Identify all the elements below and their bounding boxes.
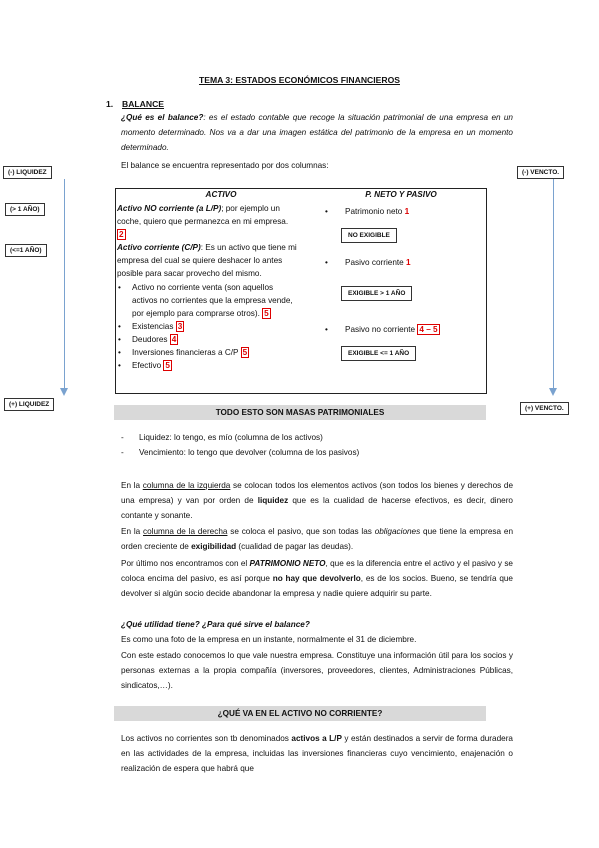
section-heading-balance bbox=[106, 99, 164, 109]
item-number: 4 bbox=[171, 335, 177, 344]
pc-label: Pasivo corriente bbox=[345, 258, 404, 267]
text: se colocan todos los elementos activos (son todos los bienes y derechos de una empresa) y van por orden de bbox=[121, 481, 514, 505]
pn-label: Patrimonio neto bbox=[345, 207, 403, 216]
underlined-text: columna de la derecha bbox=[143, 527, 228, 536]
italic-text: obligaciones bbox=[374, 527, 421, 536]
activo-no-corriente-text bbox=[117, 202, 295, 241]
bold-text: no hay que devolverlo bbox=[272, 574, 361, 583]
text: En la bbox=[121, 527, 143, 536]
list-item: • Efectivo 5 bbox=[118, 361, 170, 370]
text: Los activos no corrientes son tb denominados bbox=[121, 734, 292, 743]
list-item: • Activo no corriente venta (son aquellos activos no corrientes que la empresa vende, por ejemplo para comprarse otros). 5 bbox=[118, 283, 293, 318]
activo-corriente-text bbox=[117, 241, 299, 280]
text: que tiene la empresa en orden creciente de bbox=[121, 527, 513, 551]
list-item: • Inversiones financieras a C/P 5 bbox=[118, 348, 248, 357]
pc-number: 1 bbox=[406, 258, 411, 267]
label-less-liquidity: (-) LIQUIDEZ bbox=[3, 166, 52, 179]
item-number: 5 bbox=[165, 361, 170, 370]
paragraph-utility: Con este estado conocemos lo que vale nuestra empresa. Constituye una información útil para los socios y personas externas a la propia compañía (inversores, proveedores, clientes, Administraciones Públicas, sindicatos,…). bbox=[121, 651, 513, 690]
exigible-gt1-box: EXIGIBLE > 1 AÑO bbox=[341, 286, 412, 301]
definitions-list bbox=[121, 430, 511, 460]
text: , es de los socios. Bueno, se tendría que devolver si algún socio decide abandonar la empresa y nadie quiere adquirir su parte. bbox=[121, 574, 513, 598]
text: y están destinados a servir de forma duradera en las actividades de la empresa, incluidas las inversiones financieras cuyo vencimiento, enajenación o realización de espera que habrá que bbox=[121, 734, 513, 773]
underlined-text: columna de la izquierda bbox=[142, 481, 231, 490]
label-more-liquidity: (+) LIQUIDEZ bbox=[4, 398, 54, 411]
question-text: ¿Qué utilidad tiene? ¿Para qué sirve el balance? bbox=[121, 620, 310, 629]
item-text: Inversiones financieras a C/P bbox=[132, 348, 239, 357]
bold-text: exigibilidad bbox=[191, 542, 237, 551]
item-text: Existencias bbox=[132, 322, 174, 331]
list-item: - Vencimiento: lo tengo que devolver (columna de los pasivos) bbox=[121, 445, 511, 460]
text: Por último nos encontramos con el bbox=[121, 559, 250, 568]
paragraph-right-column bbox=[121, 524, 513, 554]
intro-definition: : es el estado contable que recoge la situación patrimonial de una empresa en un momento determinado. Nos va a dar una imagen estática del patrimonio de la empresa en un momento determinado. bbox=[121, 113, 513, 152]
maturity-arrow-line bbox=[553, 179, 554, 389]
list-item: • Existencias 3 bbox=[118, 322, 183, 331]
bold-italic-text: PATRIMONIO NETO bbox=[249, 559, 326, 568]
anc-number: 2 bbox=[119, 230, 124, 239]
pasivo-no-corriente-item: • Pasivo no corriente 4 – 5 bbox=[325, 325, 438, 334]
label-up-to-one-year: (<=1 AÑO) bbox=[5, 244, 47, 257]
label-more-maturity: (+) VENCTO. bbox=[520, 402, 569, 415]
liquidity-arrow-line bbox=[64, 179, 65, 389]
definition-liquidez: Liquidez: lo tengo, es mío (columna de los activos) bbox=[139, 433, 323, 442]
pnc-label: Pasivo no corriente bbox=[345, 325, 416, 334]
paragraph-activos-no-corrientes bbox=[121, 731, 513, 776]
list-item: • Deudores 4 bbox=[118, 335, 177, 344]
bold-text: liquidez bbox=[257, 496, 289, 505]
text: , que es la diferencia entre el activo y el pasivo y se coloca encima del pasivo, es así porque bbox=[121, 559, 513, 583]
pasivo-header: P. NETO Y PASIVO bbox=[365, 190, 437, 199]
bold-text: activos a L/P bbox=[291, 734, 342, 743]
no-exigible-box: NO EXIGIBLE bbox=[341, 228, 397, 243]
intro-paragraph bbox=[121, 110, 513, 155]
banner-activo-no-corriente: ¿QUÉ VA EN EL ACTIVO NO CORRIENTE? bbox=[114, 706, 486, 721]
item-number: 5 bbox=[242, 348, 248, 357]
ac-description: : Es un activo que tiene mi empresa del cual se quiere deshacer lo antes posible para sacar provecho del mismo. bbox=[117, 243, 297, 278]
text: (cualidad de pagar las deudas). bbox=[236, 542, 354, 551]
pnc-number: 4 – 5 bbox=[419, 325, 438, 334]
document-title: TEMA 3: ESTADOS ECONÓMICOS FINANCIEROS bbox=[198, 75, 400, 85]
patrimonio-neto-item: • Patrimonio neto 1 bbox=[325, 207, 410, 216]
section-number: 1. bbox=[106, 99, 114, 109]
banner-masas-patrimoniales: TODO ESTO SON MASAS PATRIMONIALES bbox=[114, 405, 486, 420]
pasivo-corriente-item: • Pasivo corriente 1 bbox=[325, 258, 411, 267]
label-less-maturity: (-) VENCTO. bbox=[517, 166, 564, 179]
anc-title: Activo NO corriente (a L/P) bbox=[117, 204, 222, 213]
item-number: 5 bbox=[264, 309, 269, 318]
item-text: Activo no corriente venta (son aquellos activos no corrientes que la empresa vende, por ejemplo para comprarse otros). bbox=[132, 283, 293, 318]
paragraph-patrimonio-neto bbox=[121, 556, 513, 601]
exigible-le1-box: EXIGIBLE <= 1 AÑO bbox=[341, 346, 416, 361]
text: se coloca el pasivo, que son todas las bbox=[227, 527, 375, 536]
text: que es la cualidad de hacerse efectivos, es decir, dinero contante y sonante. bbox=[121, 496, 513, 520]
definition-vencimiento: Vencimiento: lo tengo que devolver (columna de los pasivos) bbox=[139, 448, 360, 457]
balance-table bbox=[115, 188, 487, 394]
item-text: Deudores bbox=[132, 335, 168, 344]
activo-items-list bbox=[116, 281, 296, 372]
label-more-than-one-year: (> 1 AÑO) bbox=[5, 203, 45, 216]
anc-description: ; por ejemplo un coche, quiero que permanezca en mi empresa. bbox=[117, 204, 289, 226]
text: En la bbox=[121, 481, 143, 490]
pn-number: 1 bbox=[404, 207, 410, 216]
ac-title: Activo corriente (C/P) bbox=[117, 243, 201, 252]
paragraph-left-column bbox=[121, 478, 513, 523]
list-item: - Liquidez: lo tengo, es mío (columna de los activos) bbox=[121, 430, 511, 445]
activo-header: ACTIVO bbox=[205, 190, 237, 199]
section-title: BALANCE bbox=[122, 99, 165, 109]
maturity-arrow-head bbox=[549, 388, 557, 396]
item-number: 3 bbox=[177, 322, 183, 331]
utility-question bbox=[121, 617, 513, 632]
intro-question: ¿Qué es el balance? bbox=[121, 113, 204, 122]
liquidity-arrow-head bbox=[60, 388, 68, 396]
intro-columns-text: El balance se encuentra representado por dos columnas: bbox=[121, 161, 329, 170]
item-text: Efectivo bbox=[132, 361, 162, 370]
paragraph-photo: Es como una foto de la empresa en un instante, normalmente el 31 de diciembre. bbox=[121, 635, 417, 644]
